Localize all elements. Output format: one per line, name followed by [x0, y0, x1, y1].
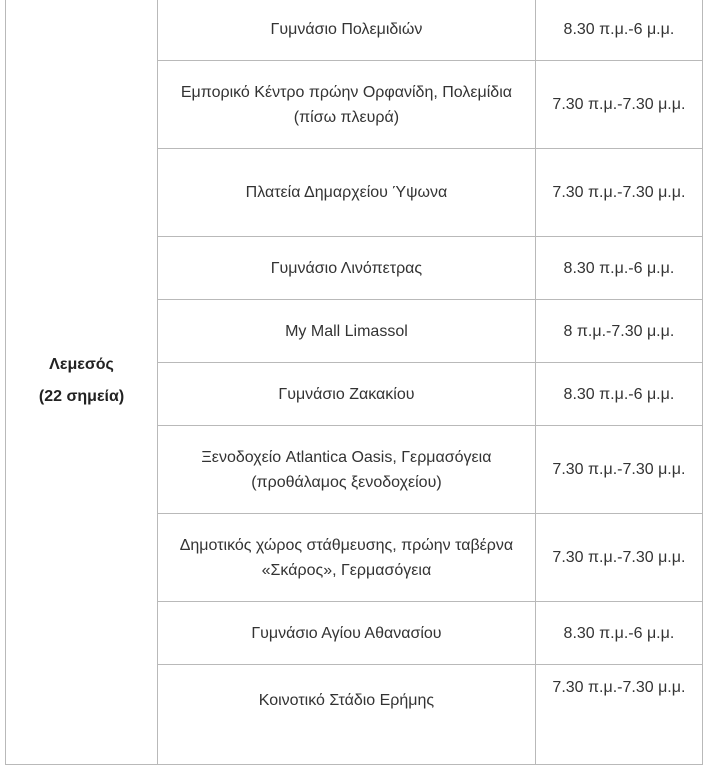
hours-cell: 7.30 π.μ.-7.30 μ.μ. — [535, 426, 702, 514]
location-cell: Δημοτικός χώρος στάθμευσης, πρώην ταβέρνα «Σκάρος», Γερμασόγεια — [158, 514, 536, 602]
hours-cell: 8.30 π.μ.-6 μ.μ. — [535, 602, 702, 665]
hours-cell: 7.30 π.μ.-7.30 μ.μ. — [535, 149, 702, 237]
region-name: Λεμεσός — [49, 356, 114, 373]
hours-cell: 7.30 π.μ.-7.30 μ.μ. — [535, 514, 702, 602]
location-cell: Γυμνάσιο Αγίου Αθανασίου — [158, 602, 536, 665]
location-cell: Ξενοδοχείο Atlantica Oasis, Γερμασόγεια (προθάλαμος ξενοδοχείου) — [158, 426, 536, 514]
location-cell: Γυμνάσιο Λινόπετρας — [158, 237, 536, 300]
location-cell: My Mall Limassol — [158, 300, 536, 363]
location-cell: Πλατεία Δημαρχείου Ύψωνα — [158, 149, 536, 237]
table-row — [6, 0, 703, 61]
region-point-count: (22 σημεία) — [38, 388, 125, 405]
region-cell — [6, 0, 158, 765]
hours-cell: 7.30 π.μ.-7.30 μ.μ. — [535, 61, 702, 149]
location-cell: Κοινοτικό Στάδιο Ερήμης — [158, 665, 536, 765]
hours-cell: 7.30 π.μ.-7.30 μ.μ. — [535, 665, 702, 765]
hours-cell: 8 π.μ.-7.30 μ.μ. — [535, 300, 702, 363]
hours-cell: 8.30 π.μ.-6 μ.μ. — [535, 0, 702, 61]
location-cell: Εμπορικό Κέντρο πρώην Ορφανίδη, Πολεμίδια (πίσω πλευρά) — [158, 61, 536, 149]
hours-cell: 8.30 π.μ.-6 μ.μ. — [535, 237, 702, 300]
location-cell: Γυμνάσιο Πολεμιδιών — [158, 0, 536, 61]
hours-cell: 8.30 π.μ.-6 μ.μ. — [535, 363, 702, 426]
location-cell: Γυμνάσιο Ζακακίου — [158, 363, 536, 426]
vaccination-points-table — [5, 0, 703, 765]
